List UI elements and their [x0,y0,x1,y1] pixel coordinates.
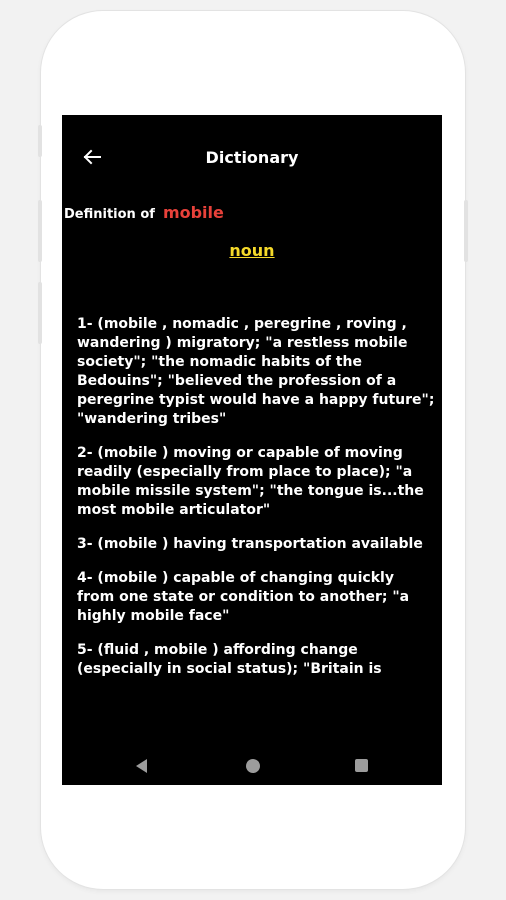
system-nav-bar [62,745,442,785]
app-screen [62,115,442,785]
phone-side-button [38,200,42,262]
definition-label: Definition of [64,207,155,222]
phone-power-button [464,200,468,262]
definition-word: mobile [162,203,224,222]
definition-header [64,203,224,222]
definition-item: 3- (mobile ) having transportation available [77,536,423,552]
definition-item: 2- (mobile ) moving or capable of moving readily (especially from place to place); "a mobile missile system"; "the tongue is...the most mobile articulator" [77,445,424,518]
part-of-speech: noun [229,241,275,260]
page-title: Dictionary [205,148,299,167]
definition-item: 1- (mobile , nomadic , peregrine , roving , wandering ) migratory; "a restless mobile society"; "the nomadic habits of the Bedouins"; "believed the profession of a peregrine typist would have a happy future"; "wandering tribes" [77,316,435,427]
nav-recent-square-icon[interactable] [355,759,368,772]
definition-item: 5- (fluid , mobile ) affording change (especially in social status); "Britain is [77,642,382,677]
phone-volume-button [38,125,42,157]
app-toolbar [62,115,442,203]
phone-side-button-2 [38,282,42,344]
definitions-list[interactable] [77,315,435,695]
nav-back-triangle-icon[interactable] [136,759,147,773]
definition-item: 4- (mobile ) capable of changing quickly from one state or condition to another; "a highly mobile face" [77,570,410,624]
nav-home-circle-icon[interactable] [246,759,260,773]
